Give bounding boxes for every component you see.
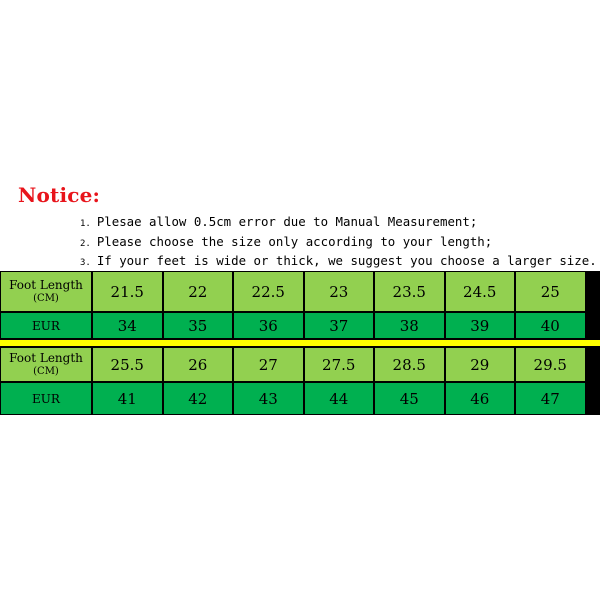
foot-length-label: Foot Length (CM) xyxy=(0,347,92,382)
foot-length-cell: 25.5 xyxy=(92,347,163,382)
eur-row xyxy=(0,382,600,415)
foot-length-cell: 27.5 xyxy=(304,347,375,382)
eur-cell: 38 xyxy=(374,312,445,339)
eur-cell: 41 xyxy=(92,382,163,415)
foot-length-cell: 23 xyxy=(304,271,375,312)
foot-length-cell: 27 xyxy=(233,347,304,382)
foot-length-label: Foot Length (CM) xyxy=(0,271,92,312)
size-chart-table xyxy=(0,271,600,415)
eur-label: EUR xyxy=(0,382,92,415)
eur-cell: 34 xyxy=(92,312,163,339)
foot-length-cell: 23.5 xyxy=(374,271,445,312)
foot-length-cell: 29 xyxy=(445,347,516,382)
eur-cell: 43 xyxy=(233,382,304,415)
foot-length-cell: 25 xyxy=(515,271,586,312)
eur-cell: 39 xyxy=(445,312,516,339)
foot-length-cell: 21.5 xyxy=(92,271,163,312)
eur-cell: 40 xyxy=(515,312,586,339)
foot-length-cell: 24.5 xyxy=(445,271,516,312)
notice-item: 3. If your feet is wide or thick, we suggest you choose a larger size. xyxy=(80,253,597,268)
foot-length-cell: 29.5 xyxy=(515,347,586,382)
notice-list xyxy=(80,212,597,271)
foot-length-cell: 26 xyxy=(163,347,234,382)
eur-row xyxy=(0,312,600,339)
notice-item: 1. Plesae allow 0.5cm error due to Manual Measurement; xyxy=(80,214,478,229)
notice-title: Notice: xyxy=(18,183,101,207)
eur-cell: 46 xyxy=(445,382,516,415)
foot-length-cell: 28.5 xyxy=(374,347,445,382)
separator-band xyxy=(0,339,600,347)
notice-item: 2. Please choose the size only according to your length; xyxy=(80,233,493,249)
eur-cell: 35 xyxy=(163,312,234,339)
eur-cell: 47 xyxy=(515,382,586,415)
foot-length-cell: 22 xyxy=(163,271,234,312)
eur-cell: 44 xyxy=(304,382,375,415)
eur-cell: 36 xyxy=(233,312,304,339)
eur-cell: 45 xyxy=(374,382,445,415)
eur-cell: 42 xyxy=(163,382,234,415)
eur-label: EUR xyxy=(0,312,92,339)
foot-length-cell: 22.5 xyxy=(233,271,304,312)
foot-length-row xyxy=(0,271,600,312)
foot-length-row xyxy=(0,347,600,382)
eur-cell: 37 xyxy=(304,312,375,339)
